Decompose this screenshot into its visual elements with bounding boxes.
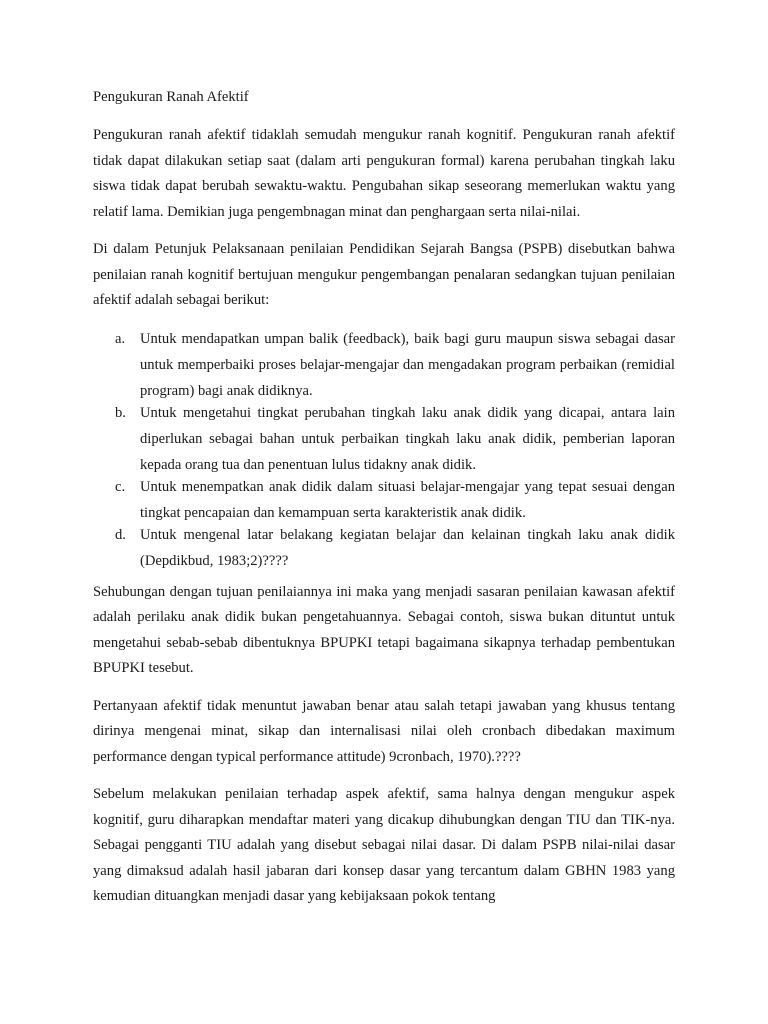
paragraph: Pengukuran ranah afektif tidaklah semudah mengukur ranah kognitif. Pengukuran ranah afektif tidak dapat dilakukan setiap saat (dalam arti pengukuran formal) karena perubahan tingkah laku siswa tidak dapat berubah sewaktu-waktu. Pengubahan sikap seseorang memerlukan waktu yang relatif lama. Demikian juga pengembnagan minat dan penghargaan serta nilai-nilai. <box>93 127 675 220</box>
objectives-list <box>93 326 675 574</box>
list-item-text: Untuk menempatkan anak didik dalam situasi belajar-mengajar yang tepat sesuai dengan tingkat pencapaian dan kemampuan serta karakteristik anak didik. <box>140 478 675 521</box>
list-marker: c. <box>115 478 126 495</box>
list-item-text: Untuk mengenal latar belakang kegiatan belajar dan kelainan tingkah laku anak didik (Depdikbud, 1983;2)???? <box>140 526 675 569</box>
list-item-text: Untuk mendapatkan umpan balik (feedback), baik bagi guru maupun siswa sebagai dasar untuk memperbaiki proses belajar-mengajar dan mengadakan program perbaikan (remidial program) bagi anak didiknya. <box>140 330 675 399</box>
list-item <box>93 326 675 404</box>
paragraph: Sehubungan dengan tujuan penilaiannya ini maka yang menjadi sasaran penilaian kawasan afektif adalah perilaku anak didik bukan pengetahuannya. Sebagai contoh, siswa bukan dituntut untuk mengetahui sebab-sebab dibentuknya BPUPKI tetapi bagaimana sikapnya terhadap pembentukan BPUPKI tesebut. <box>93 583 675 676</box>
list-marker: a. <box>115 330 126 347</box>
list-marker: d. <box>115 526 126 543</box>
list-marker: b. <box>115 404 126 421</box>
list-item <box>93 474 675 526</box>
list-item-text: Untuk mengetahui tingkat perubahan tingkah laku anak didik yang dicapai, antara lain diperlukan sebagai bahan untuk perbaikan tingkah laku anak didik, pemberian laporan kepada orang tua dan penentuan lulus tidakny anak didik. <box>140 404 675 473</box>
paragraph: Di dalam Petunjuk Pelaksanaan penilaian Pendidikan Sejarah Bangsa (PSPB) disebutkan bahwa penilaian ranah kognitif bertujuan mengukur pengembangan penalaran sedangkan tujuan penilaian afektif adalah sebagai berikut: <box>93 241 675 308</box>
paragraph: Sebelum melakukan penilaian terhadap aspek afektif, sama halnya dengan mengukur aspek kognitif, guru diharapkan mendaftar materi yang dicakup dihubungkan dengan TIU dan TIK-nya. Sebagai pengganti TIU adalah yang disebut sebagai nilai dasar. Di dalam PSPB nilai-nilai dasar yang dimaksud adalah hasil jabaran dari konsep dasar yang tercantum dalam GBHN 1983 yang kemudian dituangkan menjadi dasar yang kebijaksaan pokok tentang <box>93 786 675 904</box>
document-title: Pengukuran Ranah Afektif <box>93 89 249 105</box>
paragraph: Pertanyaan afektif tidak menuntut jawaban benar atau salah tetapi jawaban yang khusus tentang dirinya mengenai minat, sikap dan internalisasi nilai oleh cronbach dibedakan maximum performance dengan typical performance attitude) 9cronbach, 1970).???? <box>93 697 675 765</box>
list-item <box>93 522 675 574</box>
document-page <box>93 85 675 922</box>
list-item <box>93 400 675 478</box>
